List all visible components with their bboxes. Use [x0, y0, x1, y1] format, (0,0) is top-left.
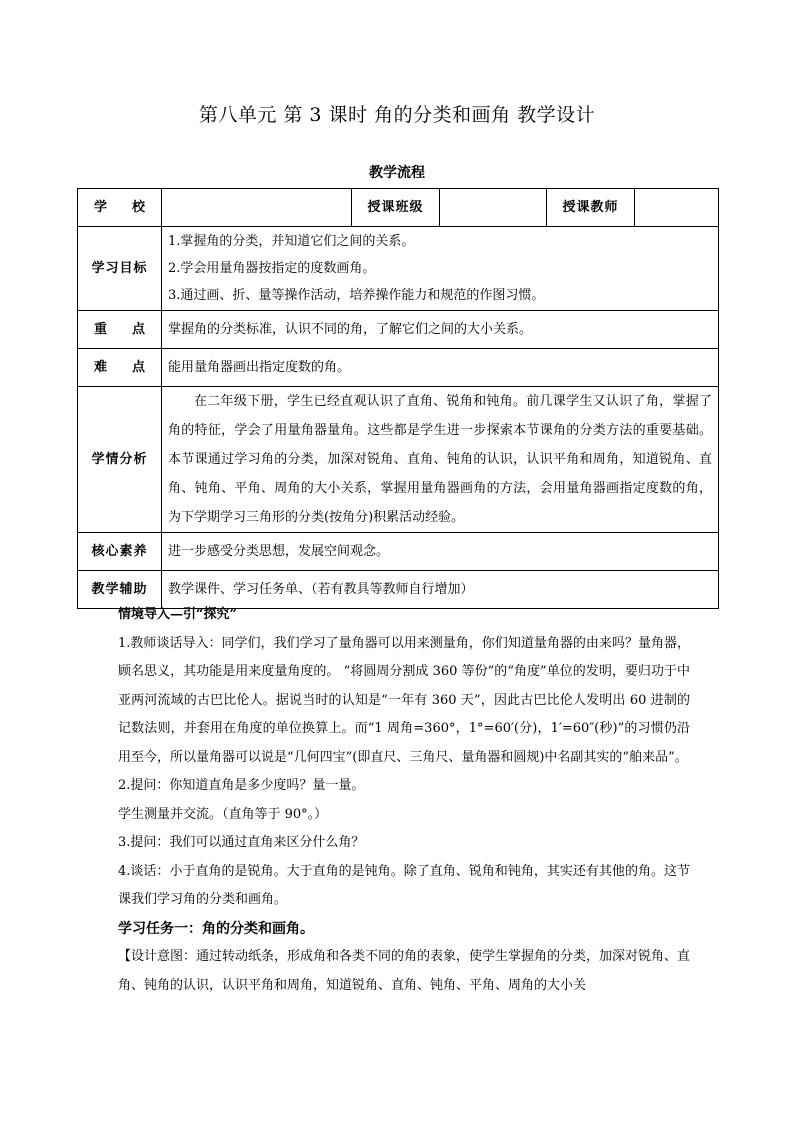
analysis-value: 在二年级下册，学生已经直观认识了直角、锐角和钝角。前几课学生又认识了角，掌握了角的特征，学会了用量角器量角。这些都是学生进一步探索本节课角的分类方法的重要基础。本节课通过学习角的分类，加深对锐角、直角、钝角的认识，认识平角和周角，知道锐角、直角、钝角、平角、周角的大小关系，掌握用量角器画角的方法，会用量角器画指定度数的角，为下学期学习三角形的分类(按角分)积累活动经验。: [162, 387, 719, 533]
paragraph: 1.教师谈话导入：同学们，我们学习了量角器可以用来测量角，你们知道量角器的由来吗？量角器，顾名思义，其功能是用来度量角度的。 “将圆周分割成 360 等份”的“角度”单位的发明，要归功于中亚两河流域的古巴比伦人。据说当时的认知是“一年有 360 天”，因此古巴比伦人发明出 60 进制的记数法则，并套用在角度的单位换算上。而“1 周角=360°，1°=60′(分)，1′=60″(秒)”的习惯仍沿用至今，所以量角器可以说是“几何四宝”(即直尺、三角尺、量角器和圆规)中名副其实的“舶来品”。: [118, 635, 690, 765]
goals-cell: [162, 227, 719, 311]
difficulty-label: 难 点: [78, 349, 162, 387]
literacy-label: 核心素养: [78, 533, 162, 571]
key-point-label: 重 点: [78, 311, 162, 349]
table-row-literacy: [78, 533, 719, 571]
lesson-body: [118, 601, 690, 1000]
intro-heading: 情境导入—引“探究”: [118, 607, 237, 622]
analysis-label: 学情分析: [78, 387, 162, 533]
goal-item: 2.学会用量角器按指定的度数画角。: [168, 261, 376, 276]
key-point-value: 掌握角的分类标准，认识不同的角，了解它们之间的大小关系。: [162, 311, 719, 349]
table-row-school: [78, 189, 719, 227]
paragraph: 学生测量并交流。（直角等于 90°。）: [118, 806, 328, 822]
school-label: 学 校: [78, 189, 162, 227]
class-label: 授课班级: [352, 189, 440, 227]
aids-value: 教学课件、学习任务单、（若有教具等教师自行增加）: [162, 571, 719, 609]
paragraph: 2.提问：你知道直角是多少度吗？量一量。: [118, 778, 365, 793]
teacher-value: [635, 189, 719, 227]
goal-item: 1.掌握角的分类，并知道它们之间的关系。: [168, 234, 415, 249]
school-value: [162, 189, 352, 227]
table-row-goals: [78, 227, 719, 311]
goals-label: 学习目标: [78, 227, 162, 311]
paragraph: 4.谈话：小于直角的是锐角。大于直角的是钝角。除了直角、锐角和钝角，其实还有其他的角。这节课我们学习角的分类和画角。: [118, 863, 690, 907]
teacher-label: 授课教师: [547, 189, 635, 227]
table-row-key-point: [78, 311, 719, 349]
section-title: 教学流程: [369, 165, 425, 181]
lesson-info-table: [77, 188, 719, 609]
design-intent: 【设计意图：通过转动纸条，形成角和各类不同的角的表象，使学生掌握角的分类，加深对锐角、直角、钝角的认识，认识平角和周角，知道锐角、直角、钝角、平角、周角的大小关: [118, 949, 691, 993]
table-row-difficulty: [78, 349, 719, 387]
literacy-value: 进一步感受分类思想，发展空间观念。: [162, 533, 719, 571]
table-row-analysis: [78, 387, 719, 533]
goal-item: 3.通过画、折、量等操作活动，培养操作能力和规范的作图习惯。: [168, 288, 545, 303]
page-title: 第八单元 第 3 课时 角的分类和画角 教学设计: [198, 104, 596, 126]
paragraph: 3.提问：我们可以通过直角来区分什么角？: [118, 835, 365, 850]
class-value: [440, 189, 547, 227]
task-heading: 学习任务一：角的分类和画角。: [118, 920, 314, 937]
difficulty-value: 能用量角器画出指定度数的角。: [162, 349, 719, 387]
aids-label: 教学辅助: [78, 571, 162, 609]
